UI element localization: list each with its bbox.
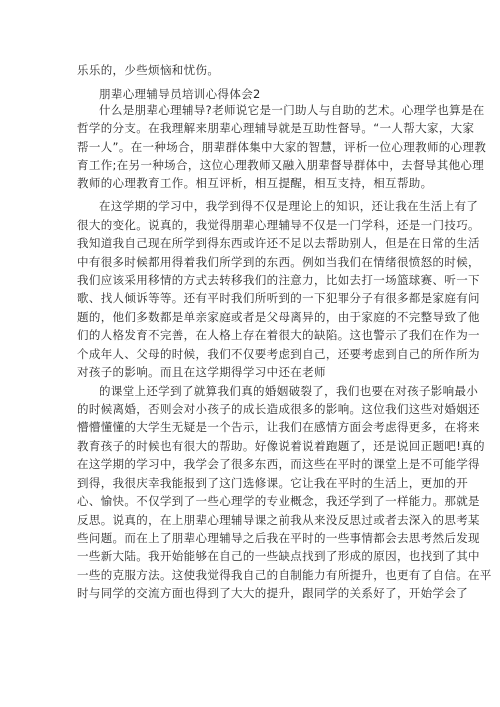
text-line: 乐乐的，少些烦恼和忧伤。 [77, 63, 220, 77]
text-line: 的时候离婚，否则会对小孩子的成长造成很多的影响。这位我们这些对婚姻还 [77, 402, 480, 416]
text-line: 教师的心理教育工作。相互评析，相互提醒，相互支持，相互帮助。 [77, 176, 433, 190]
text-line: 一些的克服方法。这使我觉得我自己的自制能力有所提升，也更有了自信。在平 [77, 568, 492, 582]
text-line: 懵懵懂懂的大学生无疑是一个告示，让我们在感情方面会考虑得更多，在将来 [77, 420, 480, 434]
text-line: 们的人格发育不完善，在人格上存在着很大的缺陷。这也警示了我们在作为一 [77, 328, 480, 342]
text-line: 中有很多时候都用得着我们所学到的东西。例如当我们在情绪很愤怒的时候， [77, 255, 480, 269]
text-line: 在这学期的学习中，我学会了很多东西，而这些在平时的课堂上是不可能学得 [77, 457, 480, 471]
text-line: 我知道我自己现在所学到得东西或许还不足以去帮助别人，但是在日常的生活 [77, 236, 480, 250]
section-heading: 朋辈心理辅导员培训心得体会2 [99, 87, 261, 101]
text-line: 题的，他们多数都是单亲家庭或者是父母离异的，由于家庭的不完整导致了他 [77, 310, 480, 324]
text-line: 教育孩子的时候也有很大的帮助。好像说着说着跑题了，还是说回正题吧!真的 [77, 439, 485, 453]
text-line: 在这学期的学习中，我学到得不仅是理论上的知识，还让我在生活上有了 [99, 199, 479, 213]
text-line: 时与同学的交流方面也得到了大大的提升，跟同学的关系好了，开始学会了 [77, 586, 469, 600]
text-line: 什么是朋辈心理辅导?老师说它是一门助人与自助的艺术。心理学也算是在 [99, 103, 485, 117]
text-line: 很大的变化。说真的，我觉得朋辈心理辅导不仅是一门学科，还是一门技巧。 [77, 218, 480, 232]
text-line: 歌、找人倾诉等等。还有平时我们所听到的一下犯罪分子有很多都是家庭有问 [77, 291, 480, 305]
text-line: 心、愉快。不仅学到了一些心理学的专业概念，我还学到了一样能力。那就是 [77, 494, 480, 508]
text-line: 的课堂上还学到了就算我们真的婚姻破裂了，我们也要在对孩子影响最小 [99, 384, 479, 398]
text-line: 帮一人”。在一种场合，朋辈群体集中大家的智慧，评析一位心理教师的心理教 [77, 140, 487, 154]
text-line: 一些新大陆。我开始能够在自己的一些缺点找到了形成的原因，也找到了其中 [77, 549, 480, 563]
text-line: 到得，我很庆幸我能报到了这门选修课。它让我在平时的生活上，更加的开 [77, 476, 469, 490]
text-line: 对孩子的影响。而且在这学期得学习中还在老师 [77, 365, 326, 379]
text-line: 个成年人、父母的时候，我们不仅要考虑到自己，还要考虑到自己的所作所为 [77, 347, 480, 361]
text-line: 些问题。而在上了朋辈心理辅导之后我在平时的一些事情都会去思考然后发现 [77, 531, 480, 545]
text-line: 反思。说真的，在上朋辈心理辅导课之前我从来没反思过或者去深入的思考某 [77, 513, 480, 527]
text-line: 哲学的分支。在我理解来朋辈心理辅导就是互助性督导。“一人帮大家，大家 [77, 121, 475, 135]
text-line: 我们应该采用移情的方式去转移我们的注意力，比如去打一场篮球赛、听一下 [77, 273, 480, 287]
text-line: 育工作;在另一种场合，这位心理教师又融入朋辈督导群体中，去督导其他心理 [77, 158, 485, 172]
